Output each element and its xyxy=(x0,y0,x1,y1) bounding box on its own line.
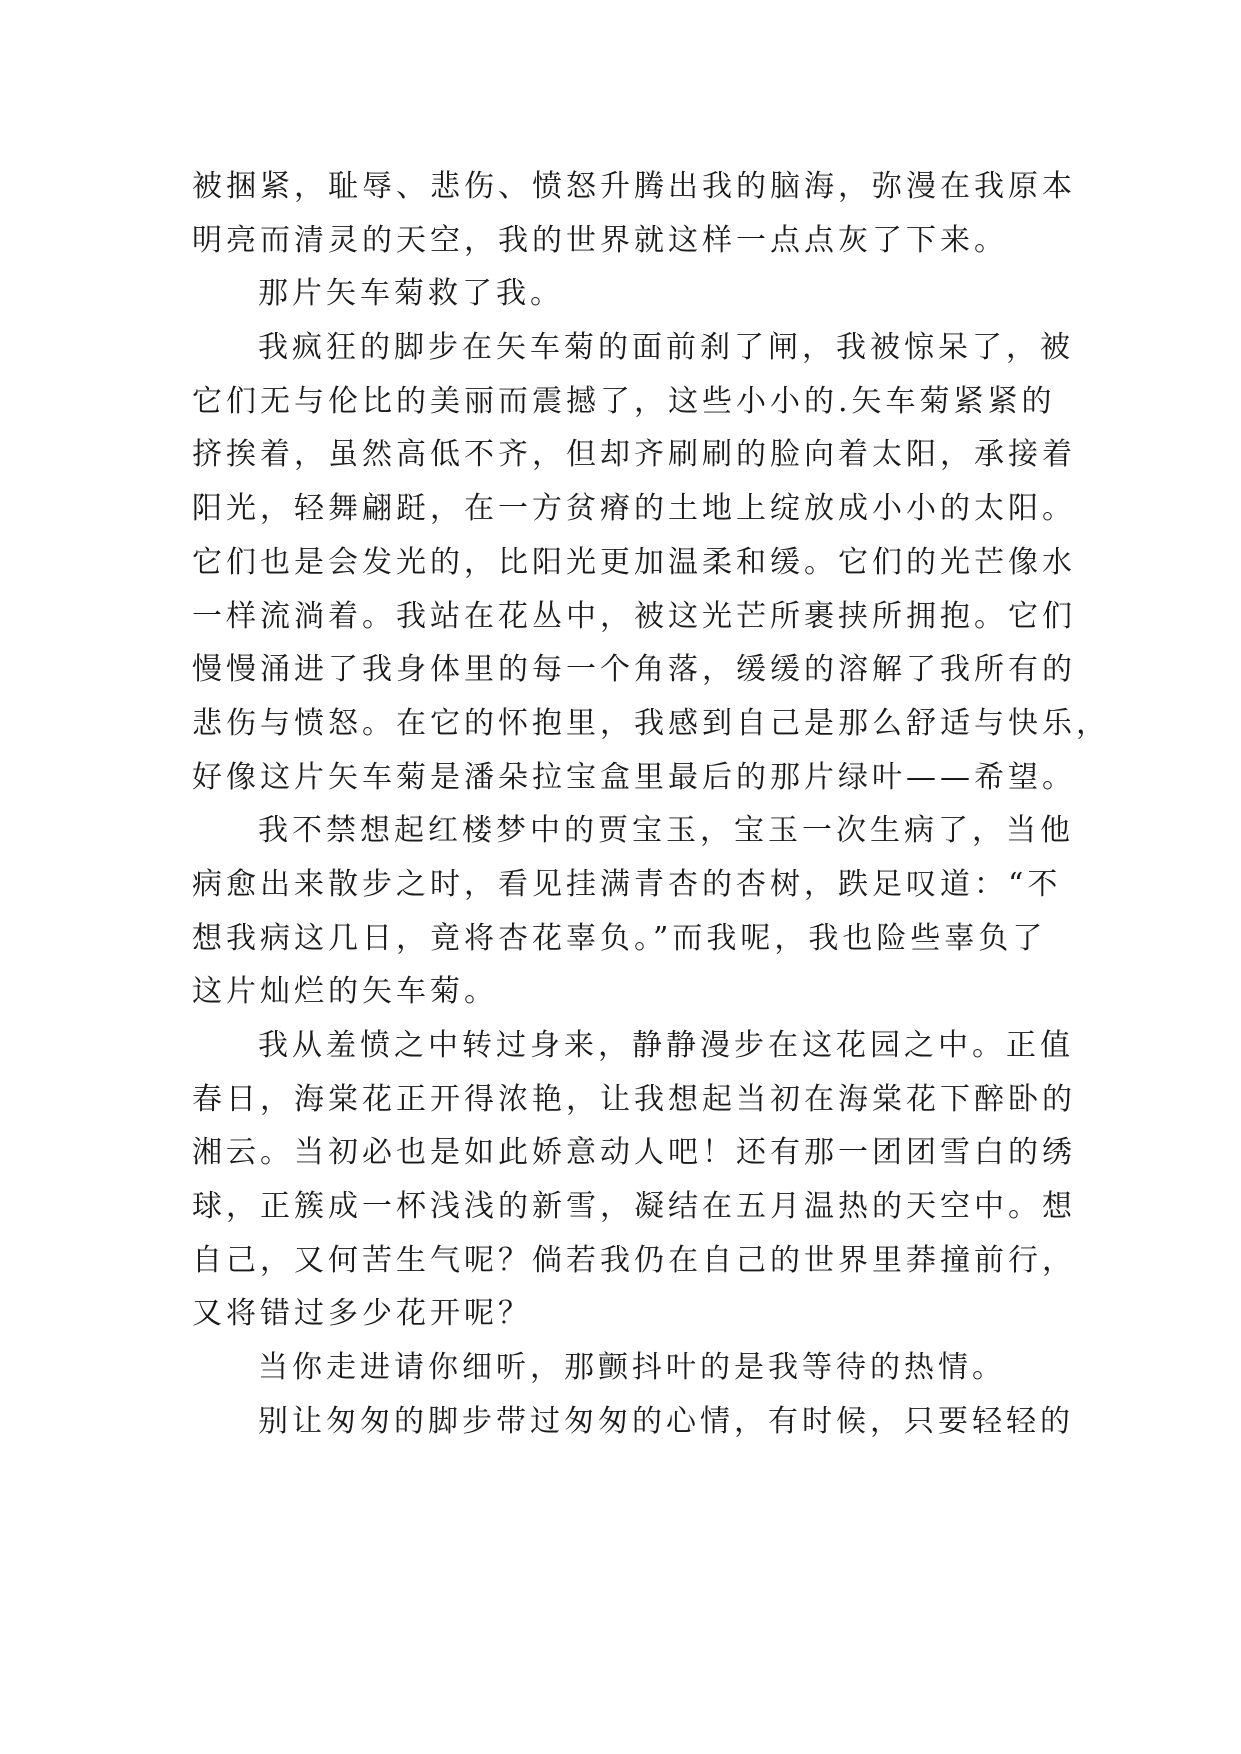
text-line: 我从羞愤之中转过身来，静静漫步在这花园之中。正值 xyxy=(258,1028,1074,1063)
text-line: 它们无与伦比的美丽而震撼了，这些小小的.矢车菊紧紧的 xyxy=(192,383,1056,419)
text-line: 被捆紧，耻辱、悲伤、愤怒升腾出我的脑海，弥漫在我原本 xyxy=(192,169,1076,204)
text-line: 当你走进请你细听，那颤抖叶的是我等待的热情。 xyxy=(258,1350,1006,1386)
text-line: 又将错过多少花开呢？ xyxy=(192,1296,532,1332)
text-line: 春日，海棠花正开得浓艳，让我想起当初在海棠花下醉卧的 xyxy=(192,1081,1076,1117)
text-line: 阳光，轻舞翩跹，在一方贫瘠的土地上绽放成小小的太阳。 xyxy=(192,491,1076,527)
text-line: 明亮而清灵的天空，我的世界就这样一点点灰了下来。 xyxy=(192,222,1008,258)
text-line: 想我病这几日，竟将杏花辜负。”而我呢，我也险些辜负了 xyxy=(192,920,1047,956)
text-line: 一样流淌着。我站在花丛中，被这光芒所裹挟所拥抱。它们 xyxy=(192,598,1076,634)
text-line: 我不禁想起红楼梦中的贾宝玉，宝玉一次生病了，当他 xyxy=(258,813,1074,849)
text-line: 挤挨着，虽然高低不齐，但却齐刷刷的脸向着太阳，承接着 xyxy=(192,437,1076,473)
text-line: 病愈出来散步之时，看见挂满青杏的杏树，跌足叹道：“不 xyxy=(192,866,1062,902)
text-line: 这片灿烂的矢车菊。 xyxy=(192,974,498,1010)
text-line: 湘云。当初必也是如此娇意动人吧！还有那一团团雪白的绣 xyxy=(192,1135,1076,1171)
text-line: 自己，又何苦生气呢？倘若我仍在自己的世界里莽撞前行， xyxy=(192,1242,1076,1278)
document-body xyxy=(192,160,1110,1449)
text-line: 别让匆匆的脚步带过匆匆的心情，有时候，只要轻轻的 xyxy=(258,1403,1074,1439)
text-line: 我疯狂的脚步在矢车菊的面前刹了闸，我被惊呆了，被 xyxy=(258,330,1074,366)
text-line: 它们也是会发光的，比阳光更加温柔和缓。它们的光芒像水 xyxy=(192,544,1076,580)
text-line: 球，正簇成一杯浅浅的新雪，凝结在五月温热的天空中。想 xyxy=(192,1189,1076,1225)
text-line: 那片矢车菊救了我。 xyxy=(258,276,564,312)
text-line: 好像这片矢车菊是潘朵拉宝盒里最后的那片绿叶——希望。 xyxy=(192,759,1076,795)
text-line: 慢慢涌进了我身体里的每一个角落，缓缓的溶解了我所有的 xyxy=(192,652,1076,688)
text-line: 悲伤与愤怒。在它的怀抱里，我感到自己是那么舒适与快乐， xyxy=(192,705,1110,741)
